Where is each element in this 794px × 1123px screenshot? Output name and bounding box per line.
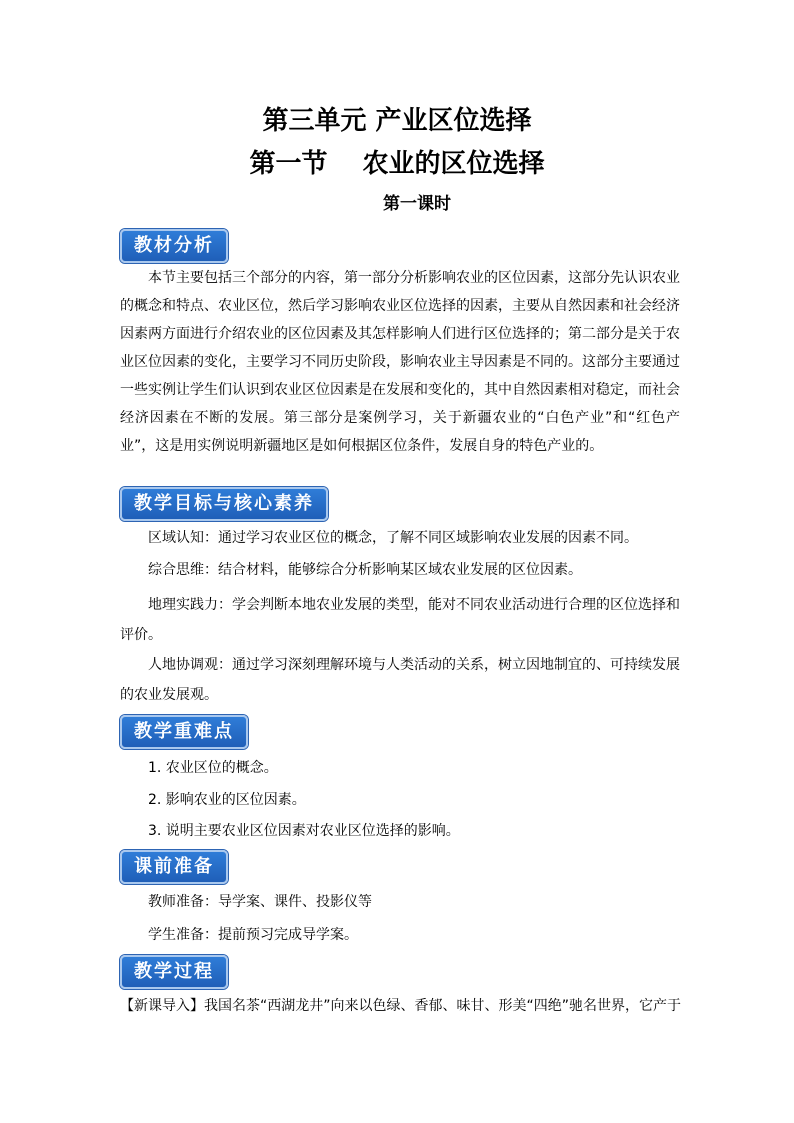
prep-student: 学生准备：提前预习完成导学案。 bbox=[148, 927, 358, 943]
analysis-heading-badge: 教材分析 bbox=[120, 229, 228, 263]
goal-item-region: 区域认知：通过学习农业区位的概念，了解不同区域影响农业发展的因素不同。 bbox=[148, 530, 638, 546]
goals-heading-badge: 教学目标与核心素养 bbox=[120, 487, 328, 521]
prep-heading-badge: 课前准备 bbox=[120, 850, 228, 884]
keypoint-item-2: 2. 影响农业的区位因素。 bbox=[148, 792, 306, 808]
analysis-paragraph: 本节主要包括三个部分的内容，第一部分分析影响农业的区位因素，这部分先认识农业的概念和特点、农业区位，然后学习影响农业区位选择的因素，主要从自然因素和社会经济因素两方面进行介绍农业的区位因素及其怎样影响人们进行区位选择的；第二部分是关于农业区位因素的变化，主要学习不同历史阶段，影响农业主导因素是不同的。这部分主要通过一些实例让学生们认识到农业区位因素是在发展和变化的，其中自然因素相对稳定，而社会经济因素在不断的发展。第三部分是案例学习，关于新疆农业的“白色产业”和“红色产业”，这是用实例说明新疆地区是如何根据区位条件，发展自身的特色产业的。 bbox=[120, 270, 680, 454]
section-title: 第一节 农业的区位选择 bbox=[249, 149, 545, 179]
goal-item-harmony: 人地协调观：通过学习深刻理解环境与人类活动的关系，树立因地制宜的、可持续发展的农业发展观。 bbox=[120, 657, 680, 703]
unit-title: 第三单元 产业区位选择 bbox=[262, 106, 532, 136]
keypoints-heading-badge: 教学重难点 bbox=[120, 715, 248, 749]
keypoint-item-3: 3. 说明主要农业区位因素对农业区位选择的影响。 bbox=[148, 823, 460, 839]
prep-teacher: 教师准备：导学案、课件、投影仪等 bbox=[148, 894, 372, 910]
goal-item-thinking: 综合思维：结合材料，能够综合分析影响某区域农业发展的区位因素。 bbox=[148, 562, 582, 578]
process-intro: 【新课导入】我国名茶“西湖龙井”向来以色绿、香郁、味甘、形美“四绝”驰名世界，它产于 bbox=[120, 998, 682, 1014]
keypoint-item-1: 1. 农业区位的概念。 bbox=[148, 760, 278, 776]
lesson-label: 第一课时 bbox=[383, 194, 451, 214]
goal-item-practice: 地理实践力：学会判断本地农业发展的类型，能对不同农业活动进行合理的区位选择和评价。 bbox=[120, 597, 680, 643]
process-heading-badge: 教学过程 bbox=[120, 955, 228, 989]
